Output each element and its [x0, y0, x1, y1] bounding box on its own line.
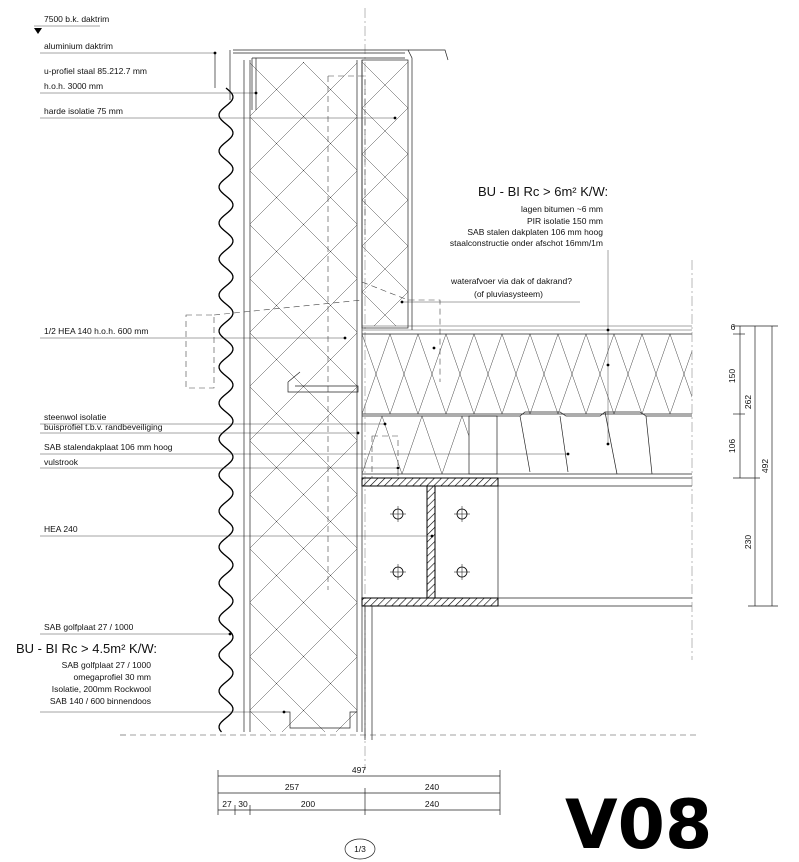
dim-262: 262 — [743, 394, 753, 410]
roof-insulation — [362, 326, 698, 414]
dim-230: 230 — [743, 534, 753, 550]
label-hoh-3000: h.o.h. 3000 mm — [44, 81, 104, 91]
dim-150: 150 — [727, 368, 737, 384]
omega-profile — [284, 712, 357, 728]
label-golfplaat: SAB golfplaat 27 / 1000 — [44, 622, 134, 632]
dim-6: 6 — [730, 322, 736, 332]
label-daktrim: aluminium daktrim — [44, 41, 113, 51]
label-buisprofiel: buisprofiel t.b.v. randbeveiliging — [44, 422, 163, 432]
roof-spec-line: PIR isolatie 150 mm — [526, 216, 603, 226]
dim-492: 492 — [760, 458, 770, 474]
leader-dots — [214, 52, 610, 714]
parapet-insulation — [362, 60, 408, 328]
dim-27: 27 — [222, 799, 232, 809]
leader-lines — [40, 53, 608, 712]
dim-200: 200 — [300, 799, 316, 809]
hea-240-beam — [362, 478, 692, 740]
label-half-hea: 1/2 HEA 140 h.o.h. 600 mm — [44, 326, 149, 336]
buisprofiel — [288, 372, 358, 392]
label-harde-isolatie: harde isolatie 75 mm — [44, 106, 123, 116]
level-label: 7500 b.k. daktrim — [44, 14, 110, 24]
roof-deck — [362, 412, 692, 478]
roof-spec-line: lagen bitumen ~6 mm — [521, 204, 603, 214]
wall-spec-line: SAB golfplaat 27 / 1000 — [61, 660, 151, 670]
half-hea-outline — [186, 315, 214, 388]
wall-spec — [16, 641, 157, 706]
water-note-line1: waterafvoer via dak of dakrand? — [451, 276, 572, 286]
vulstrook-outline — [372, 436, 398, 478]
dim-497: 497 — [351, 765, 367, 775]
roof-spec-line: SAB stalen dakplaten 106 mm hoog — [467, 227, 603, 237]
wall-insulation — [244, 60, 362, 732]
wall-spec-line: SAB 140 / 600 binnendoos — [49, 696, 151, 706]
label-steenwol: steenwol isolatie — [44, 412, 107, 422]
sheet-ref-bubble — [345, 839, 375, 859]
water-note-line2: (of pluviasysteem) — [474, 289, 543, 299]
label-u-profiel: u-profiel staal 85.212.7 mm — [44, 66, 147, 76]
sheet-ref: 1/3 — [354, 844, 366, 854]
corrugated-sheeting — [219, 88, 233, 732]
wall-spec-title: BU - BI Rc > 4.5m² K/W: — [16, 641, 157, 656]
u-profile-outline — [328, 76, 365, 240]
detail-code: V08 — [565, 786, 713, 862]
roof-spec-line: staalconstructie onder afschot 16mm/1m — [449, 238, 603, 248]
dim-240-top: 240 — [424, 782, 440, 792]
level-marker — [34, 14, 109, 34]
roof-spec-title: BU - BI Rc > 6m² K/W: — [478, 184, 609, 199]
dim-257: 257 — [284, 782, 300, 792]
water-note — [450, 276, 572, 299]
bottom-dimensions — [218, 765, 500, 815]
roof-spec — [450, 184, 608, 248]
right-dimensions — [727, 322, 778, 606]
wall-spec-line: omegaprofiel 30 mm — [73, 672, 151, 682]
dim-240-bottom: 240 — [424, 799, 440, 809]
left-labels — [44, 41, 173, 632]
dim-106: 106 — [727, 438, 737, 454]
dim-30: 30 — [238, 799, 248, 809]
label-dakplaat: SAB stalendakplaat 106 mm hoog — [44, 442, 173, 452]
label-vulstrook: vulstrook — [44, 457, 79, 467]
wall-spec-line: Isolatie, 200mm Rockwool — [51, 684, 151, 694]
label-hea-240: HEA 240 — [44, 524, 78, 534]
